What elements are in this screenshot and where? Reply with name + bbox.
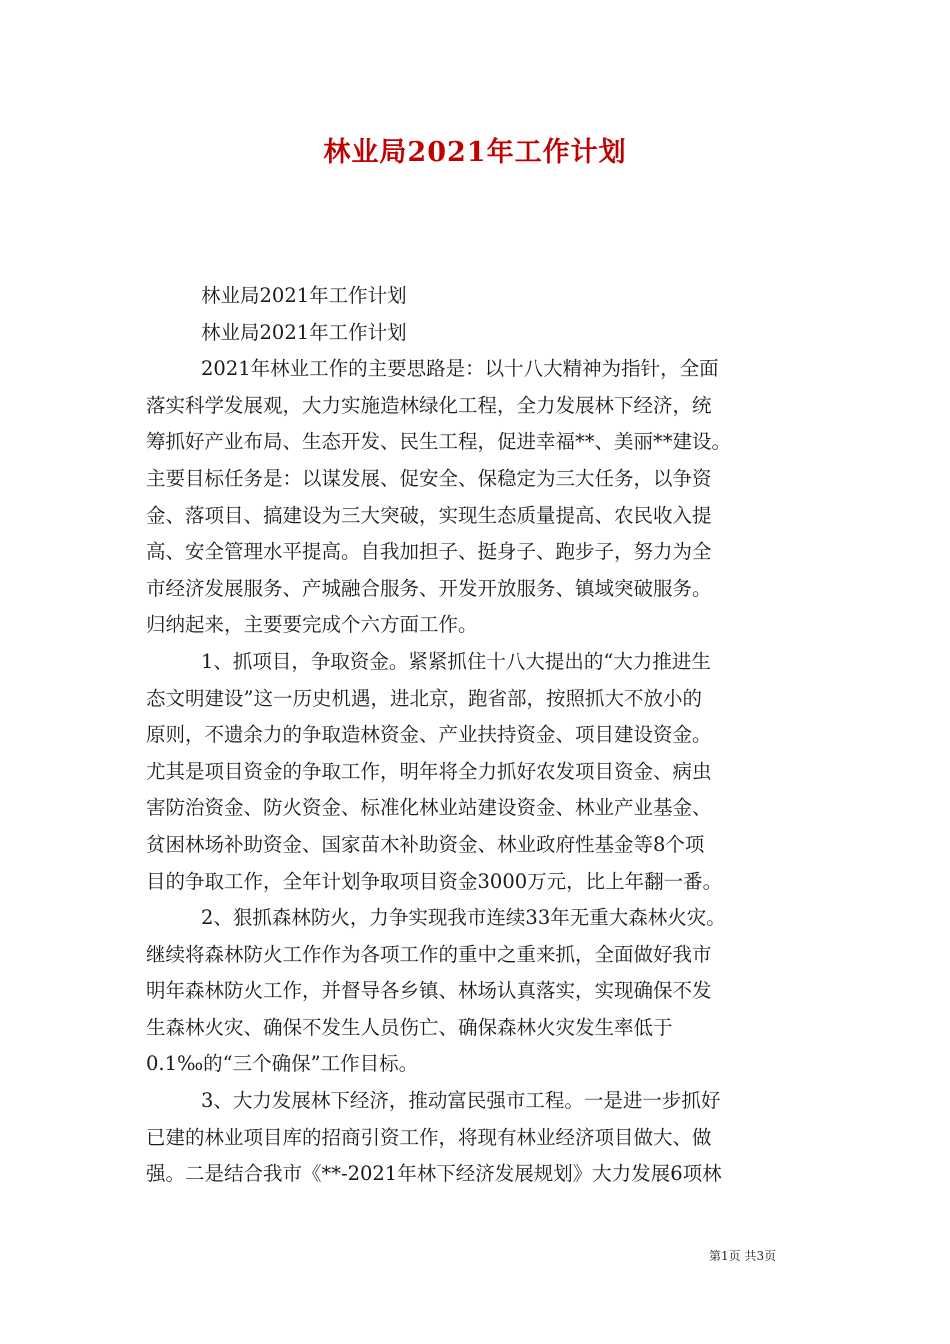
- text-line: 1、抓项目，争取资金。紧紧抓住十八大提出的“大力推进生: [201, 649, 711, 673]
- text-line: 害防治资金、防火资金、标准化林业站建设资金、林业产业基金、: [146, 796, 712, 820]
- text-line: 贫困林场补助资金、国家苗木补助资金、林业政府性基金等8个项: [146, 832, 705, 856]
- document-body: [146, 278, 808, 1193]
- text-line: 强。二是结合我市《**-2021年林下经济发展规划》大力发展6项林: [146, 1162, 722, 1186]
- document-title: 林业局2021年工作计划: [323, 137, 627, 168]
- text-line: 金、落项目、搞建设为三大突破，实现生态质量提高、农民收入提: [146, 503, 712, 527]
- text-line: 已建的林业项目库的招商引资工作，将现有林业经济项目做大、做: [146, 1125, 712, 1149]
- text-line: 2021年林业工作的主要思路是：以十八大精神为指针，全面: [201, 357, 719, 381]
- text-line: 0.1‰的“三个确保”工作目标。: [146, 1052, 419, 1076]
- text-line: 落实科学发展观，大力实施造林绿化工程，全力发展林下经济，统: [146, 393, 712, 417]
- text-line: 原则，不遗余力的争取造林资金、产业扶持资金、项目建设资金。: [146, 723, 712, 747]
- text-line: 尤其是项目资金的争取工作，明年将全力抓好农发项目资金、病虫: [146, 759, 712, 783]
- text-line: 筹抓好产业布局、生态开发、民生工程，促进幸福**、美丽**建设。: [146, 430, 732, 454]
- text-line: 明年森林防火工作，并督导各乡镇、林场认真落实，实现确保不发: [146, 979, 712, 1003]
- text-line: 3、大力发展林下经济，推动富民强市工程。一是进一步抓好: [201, 1089, 721, 1113]
- text-line: 主要目标任务是：以谋发展、促安全、保稳定为三大任务，以争资: [146, 466, 712, 490]
- text-line: 高、安全管理水平提高。自我加担子、挺身子、跑步子，努力为全: [146, 540, 712, 564]
- text-line: 2、狠抓森林防火，力争实现我市连续33年无重大森林火灾。: [201, 906, 726, 930]
- text-line: 市经济发展服务、产城融合服务、开发开放服务、镇域突破服务。: [146, 576, 712, 600]
- text-line: 目的争取工作，全年计划争取项目资金3000万元，比上年翻一番。: [146, 869, 723, 893]
- page-number: 第1页 共3页: [709, 1249, 777, 1263]
- text-line: 继续将森林防火工作作为各项工作的重中之重来抓，全面做好我市: [146, 942, 712, 966]
- text-line: 归纳起来，主要要完成个六方面工作。: [146, 613, 478, 637]
- text-line: 态文明建设”这一历史机遇，进北京，跑省部，按照抓大不放小的: [146, 686, 702, 710]
- text-line: 生森林火灾、确保不发生人员伤亡、确保森林火灾发生率低于: [146, 1015, 673, 1039]
- text-line: 林业局2021年工作计划: [201, 320, 407, 344]
- text-line: 林业局2021年工作计划: [201, 284, 407, 307]
